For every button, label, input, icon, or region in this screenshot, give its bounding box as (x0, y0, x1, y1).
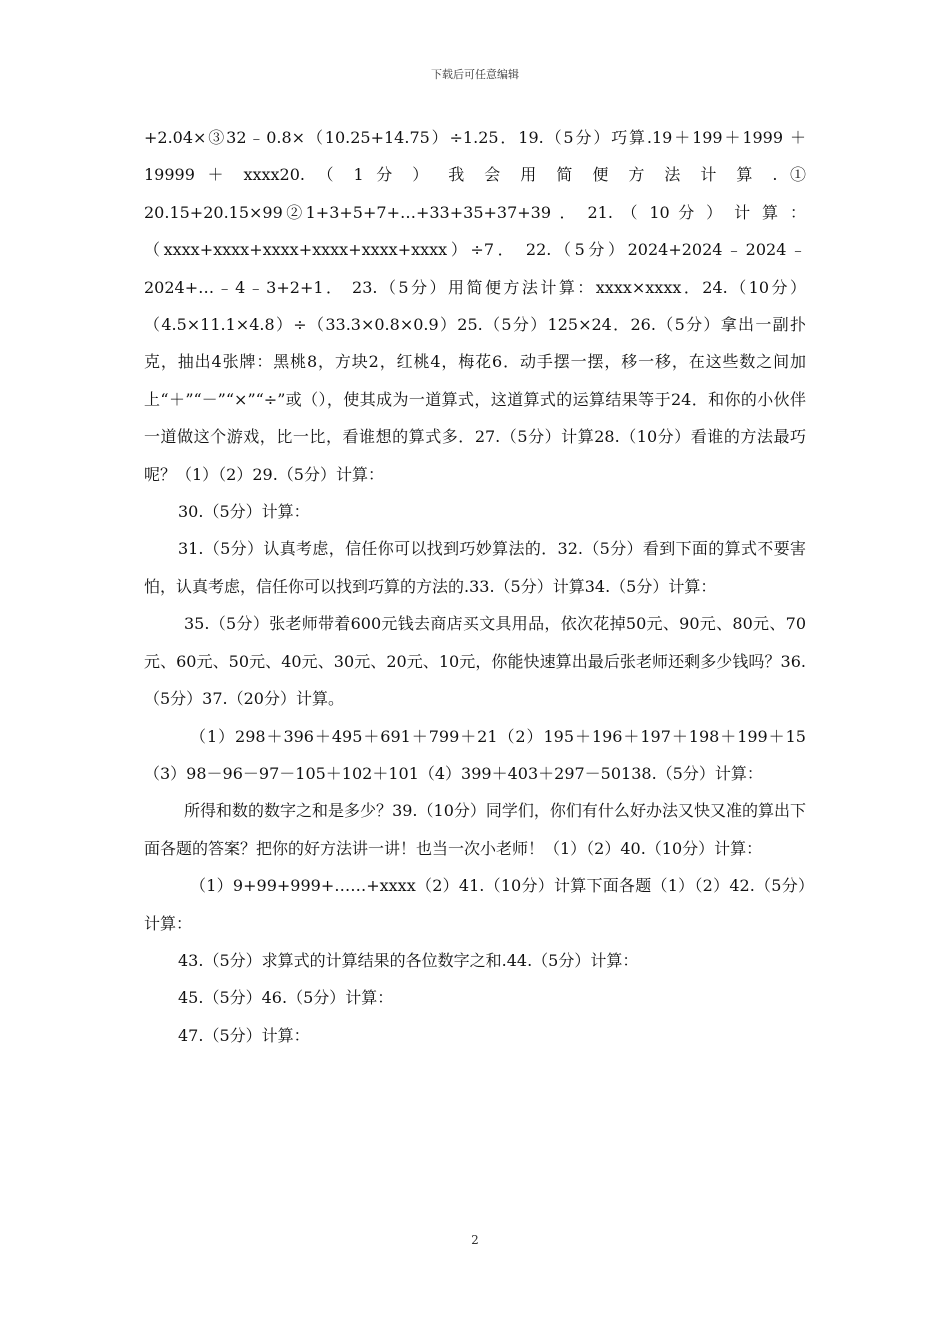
paragraph-problems-40-42: （1）9+99+999+……+xxxx（2）41.（10分）计算下面各题（1）（2）42.（5分）计算： (144, 876, 806, 933)
paragraph-problems-19-29: +2.04×③32﹣0.8×（10.25+14.75）÷1.25．19.（5分）巧算.19＋199＋1999 ＋ 19999 ＋ xxxx20. （ 1 分 ） 我 会 用 简 便 方 法 计 算 . ① 20.15+20.15×99②1+3+5+7+…+33+35+37+39 ． 21. （ 10 分 ） 计 算 ：（xxxx+xxxx+xxxx+xxxx+xxxx+xxxx）÷7． 22.（5分）2024+2024﹣2024﹣2024+…﹣4﹣3+2+1． 23.（5分）用简便方法计算：xxxx×xxxx．24.（10分）（4.5×11.1×4.8）÷（33.3×0.8×0.9）25.（5分）125×24．26.（5分）拿出一副扑克，抽出4张牌：黑桃8，方块2，红桃4，梅花6．动手摆一摆，移一移，在这些数之间加上“＋”“－”“×”“÷”或（），使其成为一道算式，这道算式的运算结果等于24．和你的小伙伴一道做这个游戏，比一比，看谁想的算式多．27.（5分）计算28.（10分）看谁的方法最巧呢？（1）（2）29.（5分）计算： (144, 128, 806, 484)
paragraph-problems-38-40: 所得和数的数字之和是多少？39.（10分）同学们，你们有什么好办法又快又准的算出下面各题的答案？把你的好方法讲一讲！也当一次小老师！（1）（2）40.（10分）计算： (144, 801, 806, 858)
paragraph-problems-43-44: 43.（5分）求算式的计算结果的各位数字之和.44.（5分）计算： (178, 950, 639, 970)
paragraph-problems-37-38: （1）298＋396＋495＋691＋799＋21（2）195＋196＋197＋198＋199＋15（3）98－96－97－105＋102＋101（4）399＋403＋297－50138.（5分）计算： (144, 726, 806, 783)
paragraph-problems-35-37: 35.（5分）张老师带着600元钱去商店买文具用品，依次花掉50元、90元、80元、70元、60元、50元、40元、30元、20元、10元，你能快速算出最后张老师还剩多少钱吗？36.（5分）37.（20分）计算。 (144, 614, 806, 709)
paragraph-problems-31-34: 31.（5分）认真考虑，信任你可以找到巧妙算法的．32.（5分）看到下面的算式不要害怕，认真考虑，信任你可以找到巧算的方法的.33.（5分）计算34.（5分）计算： (144, 539, 806, 596)
paragraph-problem-30: 30.（5分）计算： (178, 502, 310, 522)
page-number: 2 (471, 1233, 479, 1247)
document-body (144, 119, 806, 1054)
paragraph-problem-47: 47.（5分）计算： (178, 1025, 310, 1045)
page-header: 下载后可任意编辑 (431, 68, 519, 81)
paragraph-problems-45-46: 45.（5分）46.（5分）计算： (178, 988, 394, 1008)
